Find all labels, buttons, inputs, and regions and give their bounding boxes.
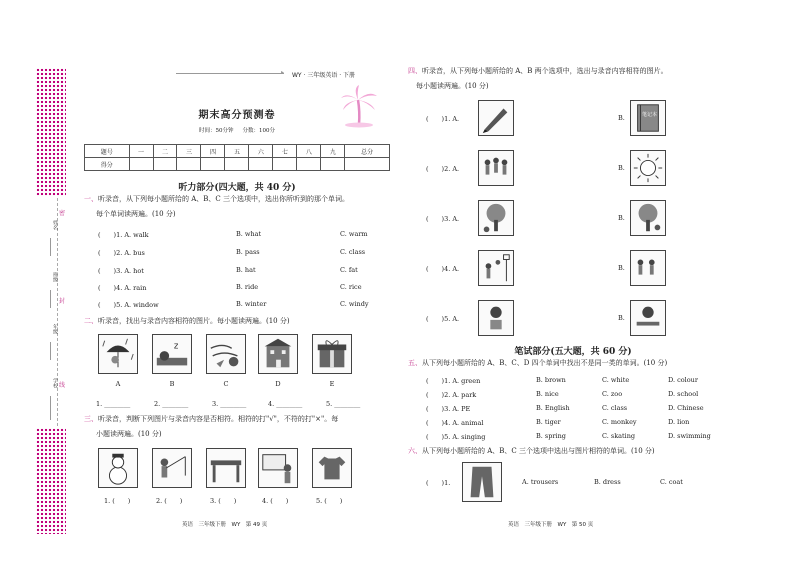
instruction-text: 从下列每小题所给的 A、B、C、D 四个单词中找出不是同一类的单词。(10 分): [422, 359, 668, 367]
q4-picture-5b: [630, 300, 666, 336]
score-cell: 五: [225, 145, 249, 158]
q4-b-label[interactable]: B.: [618, 264, 625, 272]
notebook-icon: [631, 101, 665, 135]
q5-option-b[interactable]: B. tiger: [536, 418, 561, 426]
q1-option-b[interactable]: B. pass: [236, 248, 260, 256]
q3-picture-5: [312, 448, 352, 488]
q5-option-d[interactable]: D. school: [668, 390, 699, 398]
q4-item-label[interactable]: ( )1. A.: [426, 115, 460, 123]
listening-section-title: 听力部分(四大题，共 40 分): [178, 183, 296, 193]
exam-meta: [84, 126, 390, 134]
q5-option-c[interactable]: C. white: [602, 376, 630, 384]
q5-option-b[interactable]: B. nice: [536, 390, 559, 398]
girl-reading-icon: [479, 301, 513, 335]
q1-option-a[interactable]: ( )1. A. walk: [98, 231, 149, 239]
question-number: 二、: [84, 317, 98, 325]
instruction-text: 听录音，找出与录音内容相符的图片。每小题读两遍。(10 分): [98, 317, 290, 325]
score-input-cell[interactable]: [201, 158, 225, 171]
q4-b-label[interactable]: B.: [618, 214, 625, 222]
q1-option-a[interactable]: ( )5. A. window: [98, 301, 159, 309]
q2-answer-blank[interactable]: 3. ________: [212, 400, 247, 408]
q2-letter: C: [223, 380, 229, 388]
q2-letter: D: [275, 380, 281, 388]
q5-option-a[interactable]: ( )5. A. singing: [426, 433, 486, 441]
q2-picture-gift: [312, 334, 352, 374]
score-input-cell[interactable]: [129, 158, 153, 171]
score-cell: 七: [273, 145, 297, 158]
binding-strip: [36, 68, 66, 534]
q4-item-label[interactable]: ( )4. A.: [426, 265, 460, 273]
school-building-icon: [259, 335, 297, 373]
question-5-instruction: [408, 356, 742, 371]
exam-title: 期末高分预测卷: [198, 110, 276, 121]
q4-picture-2b: [630, 150, 666, 186]
q4-picture-3b: [630, 200, 666, 236]
q1-option-c[interactable]: C. rice: [340, 283, 362, 291]
q5-option-b[interactable]: B. English: [536, 404, 570, 412]
question-4-instruction: [408, 64, 742, 79]
q6-picture-trousers: [462, 462, 502, 502]
basketball-icon: [479, 251, 513, 285]
tree-swing-icon: [631, 201, 665, 235]
sun-icon: [631, 151, 665, 185]
q2-picture-building: [258, 334, 298, 374]
q4-picture-2a: [478, 150, 514, 186]
score-input-cell[interactable]: [345, 158, 390, 171]
question-number: 六、: [408, 447, 422, 455]
sleeping-child-icon: [153, 335, 191, 373]
school-field[interactable]: [50, 396, 51, 420]
score-cell: 九: [321, 145, 345, 158]
teacher-icon: [259, 449, 297, 487]
gift-box-icon: [313, 335, 351, 373]
q5-option-c[interactable]: C. monkey: [602, 418, 637, 426]
cut-mark-3: 线: [59, 382, 66, 389]
score-cell: 得分: [85, 158, 130, 171]
q5-option-a[interactable]: ( )2. A. park: [426, 391, 477, 399]
decorative-dots-top: [36, 68, 66, 196]
q4-picture-5a: [478, 300, 514, 336]
q4-picture-4a: [478, 250, 514, 286]
q1-option-a[interactable]: ( )4. A. rain: [98, 284, 147, 292]
q4-b-label[interactable]: B.: [618, 164, 625, 172]
tree-icon: [479, 201, 513, 235]
q5-option-a[interactable]: ( )1. A. green: [426, 377, 481, 385]
score-cell: 八: [297, 145, 321, 158]
q2-answer-blank[interactable]: 5. ________: [326, 400, 361, 408]
q5-option-a[interactable]: ( )4. A. animal: [426, 419, 484, 427]
q2-answer-blank[interactable]: 2. ________: [154, 400, 189, 408]
q4-b-label[interactable]: B.: [618, 114, 625, 122]
windy-icon: [207, 335, 245, 373]
score-cell: 一: [129, 145, 153, 158]
school-label: 学校: [52, 378, 58, 388]
trousers-icon: [463, 463, 501, 501]
instruction-text: 听录音，判断下列图片与录音内容是否相符。相符的打"√"，不符的打"×"。每: [98, 415, 339, 423]
score-label: 分数：100分: [242, 128, 275, 134]
score-table-score-row: [85, 158, 390, 171]
q6-option-c[interactable]: C. coat: [660, 478, 683, 486]
q2-letter: A: [115, 380, 121, 388]
q3-answer-box[interactable]: 3. ( ): [210, 497, 237, 505]
score-cell: 总分: [345, 145, 390, 158]
question-number: 三、: [84, 415, 98, 423]
name-label: 姓名: [52, 220, 58, 230]
left-page-footer: 英语 三年级下册 WY 第 49 页: [182, 522, 268, 528]
question-3-instruction: [84, 412, 394, 427]
q2-picture-wind: [206, 334, 246, 374]
question-3-instruction-cont: 小题读两遍。(10 分): [96, 430, 162, 438]
score-input-cell[interactable]: [321, 158, 345, 171]
score-cell: 四: [201, 145, 225, 158]
q4-picture-3a: [478, 200, 514, 236]
class-field[interactable]: [50, 290, 51, 308]
grade-label: 年级: [52, 324, 58, 334]
q1-option-c[interactable]: C. warm: [340, 230, 368, 238]
score-input-cell[interactable]: [249, 158, 273, 171]
q6-option-b[interactable]: B. dress: [594, 478, 621, 486]
fishing-boy-icon: [153, 449, 191, 487]
desk-icon: [207, 449, 245, 487]
question-2-instruction: [84, 314, 390, 329]
q2-picture-umbrella: [98, 334, 138, 374]
question-6-instruction: [408, 444, 742, 459]
q1-option-c[interactable]: C. windy: [340, 300, 369, 308]
q4-item-label[interactable]: ( )5. A.: [426, 315, 460, 323]
q6-item-label[interactable]: ( )1.: [426, 479, 451, 487]
left-page: [84, 62, 390, 528]
q1-option-b[interactable]: B. ride: [236, 283, 259, 291]
q2-picture-sleep: [152, 334, 192, 374]
score-cell: 二: [153, 145, 177, 158]
q5-option-d[interactable]: D. colour: [668, 376, 698, 384]
children-running-icon: [631, 251, 665, 285]
svg-text:z: z: [173, 341, 179, 352]
rain-umbrella-icon: [99, 335, 137, 373]
score-input-cell[interactable]: [297, 158, 321, 171]
q3-answer-box[interactable]: 5. ( ): [316, 497, 343, 505]
q1-option-b[interactable]: B. winter: [236, 300, 267, 308]
question-1-instruction: [84, 192, 390, 207]
q2-answer-blank[interactable]: 1. ________: [96, 400, 131, 408]
question-number: 一、: [84, 195, 98, 203]
right-page: [408, 64, 738, 528]
cut-line: [57, 198, 58, 426]
q3-picture-4: [258, 448, 298, 488]
q2-letter: E: [329, 380, 335, 388]
score-cell: 三: [177, 145, 201, 158]
q4-item-label[interactable]: ( )3. A.: [426, 215, 460, 223]
score-input-cell[interactable]: [177, 158, 201, 171]
question-1-instruction-cont: 每个单词读两遍。(10 分): [96, 210, 176, 218]
instruction-text: 听录音，从下列每小题所给的 A、B 两个选项中，选出与录音内容相符的图片。: [422, 67, 668, 75]
score-input-cell[interactable]: [273, 158, 297, 171]
q3-answer-box[interactable]: 1. ( ): [104, 497, 131, 505]
q3-picture-3: [206, 448, 246, 488]
q1-option-b[interactable]: B. what: [236, 230, 262, 238]
score-table-header-row: [85, 145, 390, 158]
class-label: 班级: [52, 272, 58, 282]
shirt-icon: [313, 449, 351, 487]
q6-option-a[interactable]: A. trousers: [522, 478, 559, 486]
q5-option-b[interactable]: B. brown: [536, 376, 566, 384]
score-cell: 六: [249, 145, 273, 158]
q5-option-c[interactable]: C. class: [602, 404, 628, 412]
q4-picture-4b: [630, 250, 666, 286]
q3-picture-1: [98, 448, 138, 488]
decorative-dots-bottom: [36, 428, 66, 534]
q5-option-c[interactable]: C. skating: [602, 432, 636, 440]
q5-option-a[interactable]: ( )3. A. PE: [426, 405, 471, 413]
cut-mark-2: 封: [59, 298, 66, 305]
question-number: 四、: [408, 67, 422, 75]
boy-desk-icon: [631, 301, 665, 335]
header-rule: [176, 73, 284, 74]
q1-option-a[interactable]: ( )2. A. bus: [98, 249, 145, 257]
q4-picture-1a: [478, 100, 514, 136]
instruction-text: 听录音，从下列每小题所给的 A、B、C 三个选项中，选出你所听到的那个单词。: [98, 195, 350, 203]
children-playing-icon: [479, 151, 513, 185]
q3-answer-box[interactable]: 4. ( ): [262, 497, 289, 505]
q5-option-c[interactable]: C. zoo: [602, 390, 623, 398]
notebook-label: 笔记本: [642, 112, 658, 118]
q5-option-d[interactable]: D. Chinese: [668, 404, 704, 412]
instruction-text: 从下列每小题所给的 A、B、C 三个选项中选出与图片相符的单词。(10 分): [422, 447, 655, 455]
writing-section-title: 笔试部分(五大题，共 60 分): [514, 347, 632, 357]
score-input-cell[interactable]: [225, 158, 249, 171]
score-cell: 题号: [85, 145, 130, 158]
question-4-instruction-cont: 每小题读两遍。(10 分): [416, 82, 489, 90]
q4-item-label[interactable]: ( )2. A.: [426, 165, 460, 173]
snowman-icon: [99, 449, 137, 487]
q2-answer-blank[interactable]: 4. ________: [268, 400, 303, 408]
q4-picture-1b: [630, 100, 666, 136]
score-input-cell[interactable]: [153, 158, 177, 171]
q5-option-d[interactable]: D. lion: [668, 418, 690, 426]
q2-letter: B: [169, 380, 175, 388]
time-label: 时间：50分钟: [198, 128, 234, 134]
subject-label: WY · 三年级英语 · 下册: [292, 72, 356, 79]
q1-option-b[interactable]: B. hat: [236, 266, 256, 274]
question-number: 五、: [408, 359, 422, 367]
cut-mark-1: 密: [59, 210, 66, 217]
q1-option-c[interactable]: C. fat: [340, 266, 358, 274]
name-field[interactable]: [50, 238, 51, 256]
grade-field[interactable]: [50, 342, 51, 360]
q5-option-b[interactable]: B. spring: [536, 432, 566, 440]
right-page-footer: 英语 三年级下册 WY 第 50 页: [508, 522, 594, 528]
pen-icon: [479, 101, 513, 135]
q1-option-a[interactable]: ( )3. A. hot: [98, 267, 144, 275]
q1-option-c[interactable]: C. class: [340, 248, 366, 256]
q3-picture-2: [152, 448, 192, 488]
header-arrow-icon: ▸: [281, 69, 285, 76]
q4-b-label[interactable]: B.: [618, 314, 625, 322]
q3-answer-box[interactable]: 2. ( ): [156, 497, 183, 505]
score-table: [84, 144, 390, 171]
q5-option-d[interactable]: D. swimming: [668, 432, 711, 440]
